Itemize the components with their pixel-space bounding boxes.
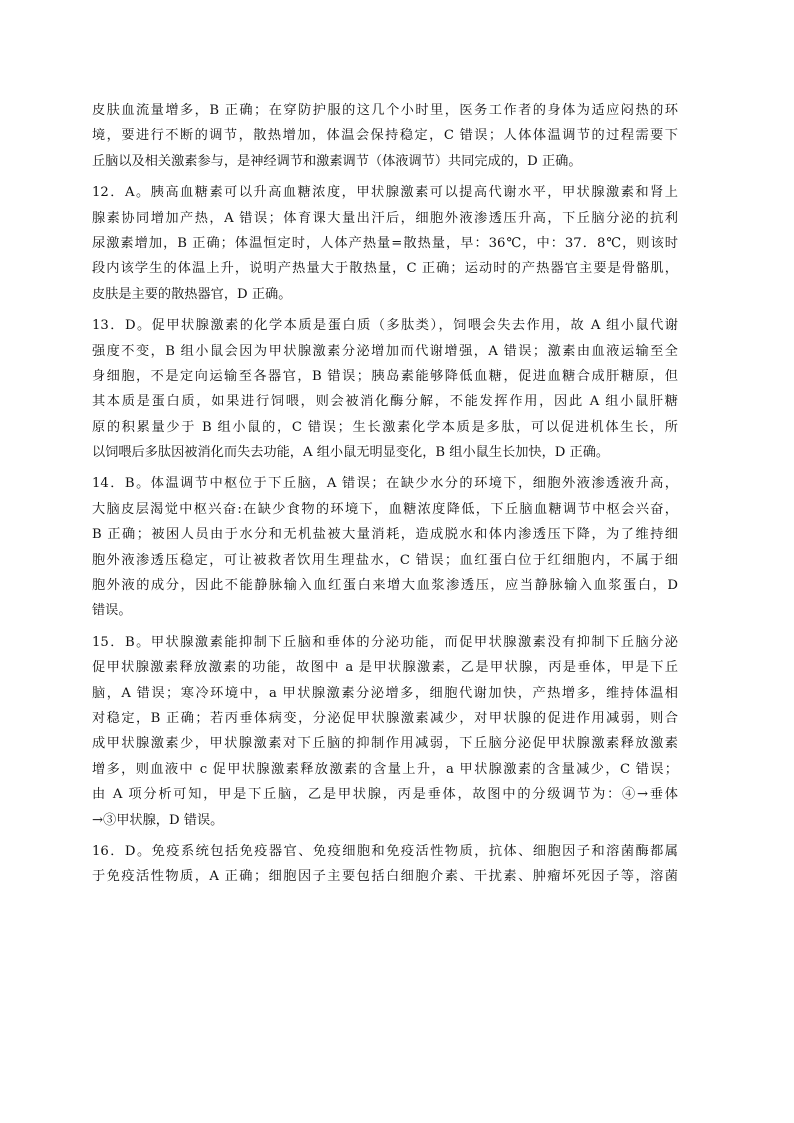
answer-explanations <box>92 98 678 890</box>
paragraph-question-12 <box>92 180 678 307</box>
text-line: 增多，则血液中 c 促甲状腺激素释放激素的含量上升，a 甲状腺激素的含量减少，C 错误； <box>92 761 678 777</box>
paragraph-continuation-11 <box>92 98 678 174</box>
text-line: B 正确；被困人员由于水分和无机盐被大量消耗，造成脱水和体内渗透压下降，为了维持细 <box>92 527 678 543</box>
text-line: 13．D。促甲状腺激素的化学本质是蛋白质（多肽类），饲喂会失去作用，故 A 组小鼠代谢 <box>92 318 678 334</box>
paragraph-question-16 <box>92 839 678 890</box>
text-line: 腺素协同增加产热，A 错误；体育课大量出汗后，细胞外液渗透压升高，下丘脑分泌的抗利 <box>92 210 678 226</box>
text-line: 对稳定，B 正确；若丙垂体病变，分泌促甲状腺激素减少，对甲状腺的促进作用减弱，则合 <box>92 710 678 726</box>
paragraph-question-13 <box>92 313 678 465</box>
text-line: 由 A 项分析可知，甲是下丘脑，乙是甲状腺，丙是垂体，故图中的分级调节为：④→垂体 <box>92 787 678 803</box>
text-line: 胞外液的成分，因此不能静脉输入血红蛋白来增大血浆渗透压，应当静脉输入血浆蛋白，D <box>92 578 678 594</box>
text-line: →③甲状腺，D 错误。 <box>92 812 224 828</box>
text-line: 丘脑以及相关激素参与，是神经调节和激素调节（体液调节）共同完成的，D 正确。 <box>92 153 582 169</box>
text-line: 其本质是蛋白质，如果进行饲喂，则会被消化酶分解，不能发挥作用，因此 A 组小鼠肝糖 <box>92 394 678 410</box>
text-line: 胞外液渗透压稳定，可让被救者饮用生理盐水，C 错误；血红蛋白位于红细胞内，不属于细 <box>92 552 678 568</box>
text-line: 强度不变，B 组小鼠会因为甲状腺激素分泌增加而代谢增强，A 错误；激素由血液运输至全 <box>92 343 678 359</box>
text-line: 14．B。体温调节中枢位于下丘脑，A 错误；在缺少水分的环境下，细胞外液渗透液升高， <box>92 476 678 492</box>
text-line: 以饲喂后多肽因被消化而失去功能，A 组小鼠无明显变化，B 组小鼠生长加快，D 正确。 <box>92 445 610 461</box>
text-line: 尿激素增加，B 正确；体温恒定时，人体产热量=散热量，早：36℃，中：37．8℃，则该时 <box>92 235 678 251</box>
text-line: 段内该学生的体温上升，说明产热量大于散热量，C 正确；运动时的产热器官主要是骨骼肌， <box>92 261 678 277</box>
text-line: 15．B。甲状腺激素能抑制下丘脑和垂体的分泌功能，而促甲状腺激素没有抑制下丘脑分泌 <box>92 634 678 650</box>
text-line: 大脑皮层渴觉中枢兴奋:在缺少食物的环境下，血糖浓度降低，下丘脑血糖调节中枢会兴奋， <box>92 501 678 517</box>
text-line: 原的积累量少于 B 组小鼠的，C 错误；生长激素化学本质是多肽，可以促进机体生长，所 <box>92 419 678 435</box>
text-line: 促甲状腺激素释放激素的功能，故图中 a 是甲状腺激素，乙是甲状腺，丙是垂体，甲是下丘 <box>92 660 678 676</box>
text-line: 成甲状腺激素少，甲状腺激素对下丘脑的抑制作用减弱，下丘脑分泌促甲状腺激素释放激素 <box>92 736 678 752</box>
text-line: 身细胞，不是定向运输至各器官，B 错误；胰岛素能够降低血糖，促进血糖合成肝糖原，但 <box>92 368 678 384</box>
paragraph-question-15 <box>92 630 678 833</box>
text-line: 皮肤是主要的散热器官，D 正确。 <box>92 286 292 302</box>
text-line: 16．D。免疫系统包括免疫器官、免疫细胞和免疫活性物质，抗体、细胞因子和溶菌酶都属 <box>92 843 678 859</box>
paragraph-question-14 <box>92 471 678 623</box>
text-line: 错误。 <box>92 603 132 619</box>
text-line: 脑，A 错误；寒冷环境中，a 甲状腺激素分泌增多，细胞代谢加快，产热增多，维持体温相 <box>92 685 678 701</box>
text-line: 于免疫活性物质，A 正确；细胞因子主要包括白细胞介素、干扰素、肿瘤坏死因子等，溶菌 <box>92 869 678 885</box>
text-line: 境，要进行不断的调节，散热增加，体温会保持稳定，C 错误；人体体温调节的过程需要下 <box>92 128 678 144</box>
text-line: 12．A。胰高血糖素可以升高血糖浓度，甲状腺激素可以提高代谢水平，甲状腺激素和肾上 <box>92 185 678 201</box>
text-line: 皮肤血流量增多，B 正确；在穿防护服的这几个小时里，医务工作者的身体为适应闷热的环 <box>92 103 678 118</box>
